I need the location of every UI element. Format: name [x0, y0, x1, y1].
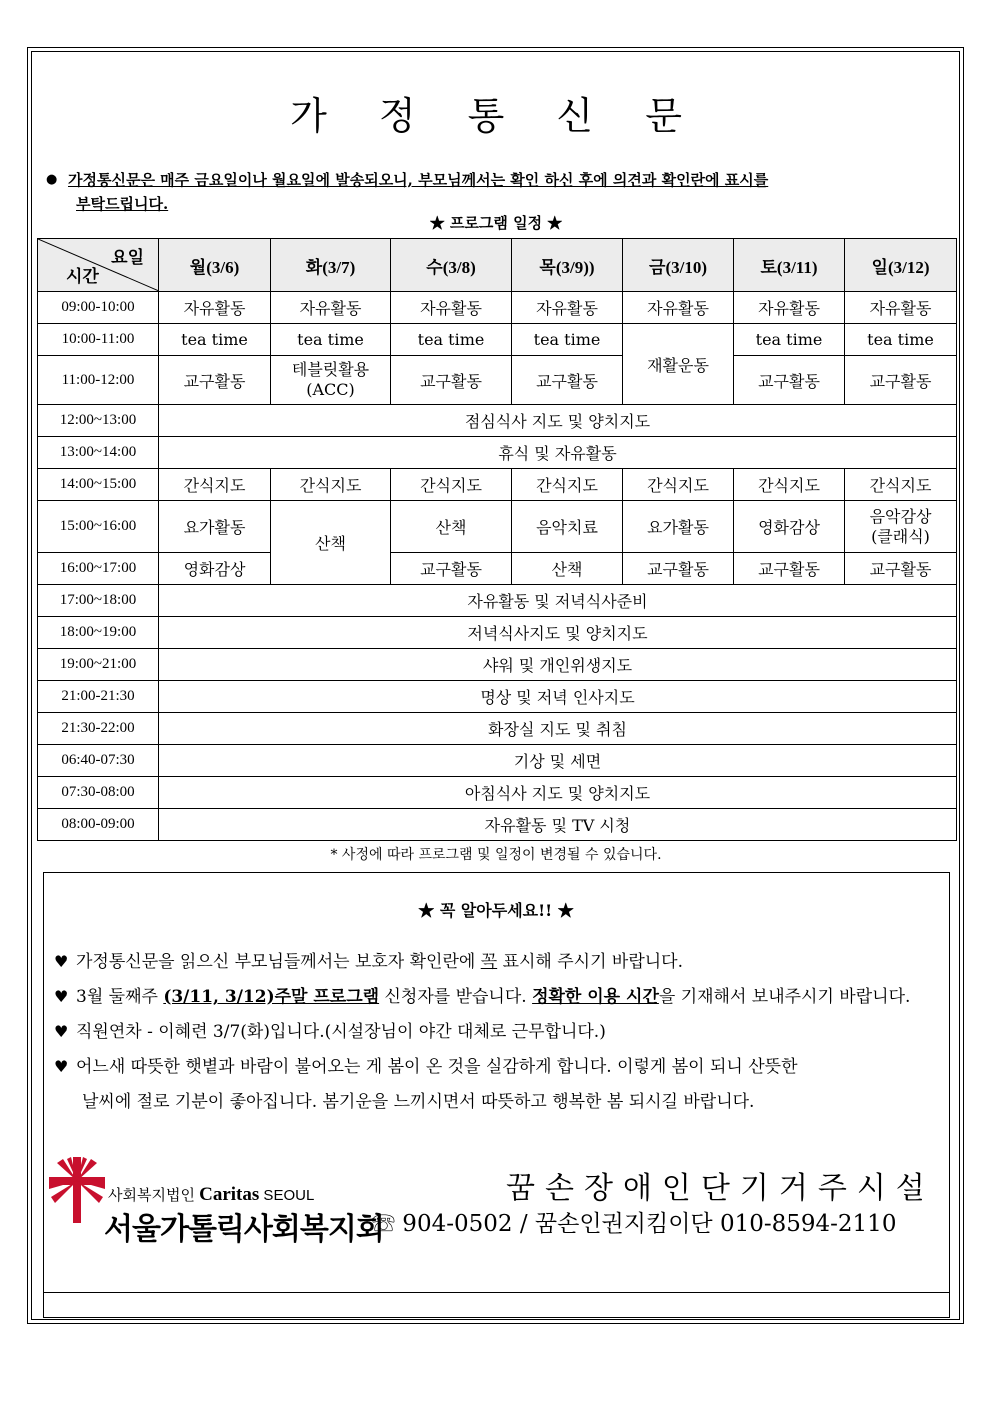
table-row [38, 809, 957, 841]
time-cell: 08:00-09:00 [38, 809, 159, 841]
facility-name: 꿈손장애인단기거주시설 [506, 1171, 935, 1206]
time-cell: 21:30-22:00 [38, 713, 159, 745]
activity-cell: 교구활동 [159, 356, 271, 405]
activity-cell: 점심식사 지도 및 양치지도 [159, 405, 957, 437]
music-line2: (클래식) [871, 526, 930, 546]
bullet-icon: ● [46, 172, 58, 187]
day-header: 화(3/7) [271, 239, 391, 292]
day-header: 목(3/9)) [512, 239, 623, 292]
activity-cell: 저녁식사지도 및 양치지도 [159, 617, 957, 649]
activity-cell: 휴식 및 자유활동 [159, 437, 957, 469]
activity-cell [845, 501, 957, 553]
day-header: 월(3/6) [159, 239, 271, 292]
table-row [38, 777, 957, 809]
emphasis: 정확한 이용 시간 [532, 987, 659, 1007]
heart-icon: ♥ [54, 1057, 69, 1076]
table-row [38, 469, 957, 501]
time-cell: 13:00~14:00 [38, 437, 159, 469]
header-row [38, 239, 957, 292]
message-2: ♥ 3월 둘째주 (3/11, 3/12)주말 프로그램 신청자를 받습니다. 정확한 이용 시간을 기재해서 보내주시기 바랍니다. [54, 987, 911, 1007]
time-cell: 09:00-10:00 [38, 292, 159, 324]
activity-cell: 간식지도 [734, 469, 845, 501]
day-header: 토(3/11) [734, 239, 845, 292]
notice-line1: 가정통신문은 매주 금요일이나 월요일에 발송되오니, 부모님께서는 확인 하신 후에 의견과 확인란에 표시를 [68, 171, 769, 189]
activity-cell: 간식지도 [512, 469, 623, 501]
time-cell: 15:00~16:00 [38, 501, 159, 553]
activity-cell: 산책 [271, 501, 391, 585]
corner-day-label: 요일 [111, 248, 144, 267]
music-line1: 음악감상 [869, 506, 932, 526]
schedule-table [37, 238, 957, 841]
table-row [38, 501, 957, 553]
time-cell: 17:00~18:00 [38, 585, 159, 617]
table-row [38, 649, 957, 681]
day-header: 수(3/8) [391, 239, 512, 292]
message-4: ♥ 어느새 따뜻한 햇볕과 바람이 불어오는 게 봄이 온 것을 실감하게 합니다. 이렇게 봄이 되니 산뜻한 [54, 1057, 798, 1077]
activity-cell: 교구활동 [512, 356, 623, 405]
contact-info: ☏ 904-0502 / 꿈손인권지킴이단 010-8594-2110 [372, 1211, 897, 1237]
activity-cell: 교구활동 [623, 553, 734, 585]
heart-icon: ♥ [54, 952, 69, 971]
table-row [38, 713, 957, 745]
logo-subtitle: 사회복지법인 Caritas SEOUL [108, 1184, 315, 1205]
activity-cell: 요가활동 [159, 501, 271, 553]
day-header: 금(3/10) [623, 239, 734, 292]
activity-cell: 간식지도 [271, 469, 391, 501]
time-cell: 18:00~19:00 [38, 617, 159, 649]
activity-cell: 샤워 및 개인위생지도 [159, 649, 957, 681]
table-row [38, 324, 957, 356]
tablet-line2: (ACC) [306, 380, 355, 399]
message-3: ♥ 직원연차 - 이혜련 3/7(화)입니다.(시설장님이 야간 대체로 근무합니다.) [54, 1022, 606, 1042]
table-row [38, 437, 957, 469]
activity-cell: 간식지도 [845, 469, 957, 501]
activity-cell: 아침식사 지도 및 양치지도 [159, 777, 957, 809]
activity-cell: tea time [734, 324, 845, 356]
time-cell: 21:00-21:30 [38, 681, 159, 713]
activity-cell: 자유활동 [159, 292, 271, 324]
logo-name: 서울가톨릭사회복지회 [104, 1212, 384, 1247]
notice-line2: 부탁드립니다. [76, 195, 169, 213]
activity-cell: 화장실 지도 및 취침 [159, 713, 957, 745]
activity-cell: 간식지도 [391, 469, 512, 501]
logo-brand: Caritas [199, 1184, 260, 1205]
tablet-line1: 테블릿활용 [291, 360, 370, 379]
message-4-cont: 날씨에 절로 기분이 좋아집니다. 봄기운을 느끼시면서 따뜻하고 행복한 봄 되시길 바랍니다. [82, 1092, 755, 1112]
activity-cell: tea time [271, 324, 391, 356]
activity-cell: 영화감상 [159, 553, 271, 585]
table-row [38, 617, 957, 649]
activity-cell: 산책 [512, 553, 623, 585]
activity-cell: 자유활동 및 TV 시청 [159, 809, 957, 841]
time-cell: 07:30-08:00 [38, 777, 159, 809]
activity-cell: 자유활동 [623, 292, 734, 324]
activity-cell: 자유활동 [512, 292, 623, 324]
schedule-footnote: * 사정에 따라 프로그램 및 일정이 변경될 수 있습니다. [330, 847, 662, 863]
table-row [38, 405, 957, 437]
time-cell: 10:00-11:00 [38, 324, 159, 356]
time-cell: 19:00~21:00 [38, 649, 159, 681]
activity-cell: 교구활동 [734, 553, 845, 585]
activity-cell: 자유활동 및 저녁식사준비 [159, 585, 957, 617]
activity-cell: 요가활동 [623, 501, 734, 553]
activity-cell: tea time [845, 324, 957, 356]
notice-box-divider [43, 1292, 950, 1293]
heart-icon: ♥ [54, 987, 69, 1006]
page-title: 가 정 통 신 문 [290, 94, 702, 138]
time-cell: 14:00~15:00 [38, 469, 159, 501]
heart-icon: ♥ [54, 1022, 69, 1041]
activity-cell: 간식지도 [159, 469, 271, 501]
activity-cell: 자유활동 [391, 292, 512, 324]
emphasis: 꼭 [480, 952, 498, 972]
table-row [38, 745, 957, 777]
activity-cell: 기상 및 세면 [159, 745, 957, 777]
emphasis: (3/11, 3/12)주말 프로그램 [163, 987, 380, 1007]
time-cell: 06:40-07:30 [38, 745, 159, 777]
table-row [38, 585, 957, 617]
activity-cell [271, 356, 391, 405]
activity-cell: 교구활동 [391, 356, 512, 405]
activity-cell: 명상 및 저녁 인사지도 [159, 681, 957, 713]
activity-cell: 간식지도 [623, 469, 734, 501]
notice [46, 168, 926, 216]
notice-box-title: ★ 꼭 알아두세요!! ★ [418, 901, 574, 920]
activity-cell: 교구활동 [391, 553, 512, 585]
message-1: ♥ 가정통신문을 읽으신 부모님들께서는 보호자 확인란에 꼭 표시해 주시기 바랍니다. [54, 952, 684, 972]
activity-cell: 음악치료 [512, 501, 623, 553]
activity-cell: 자유활동 [845, 292, 957, 324]
activity-cell: 재활운동 [623, 324, 734, 405]
table-row [38, 681, 957, 713]
activity-cell: tea time [391, 324, 512, 356]
time-cell: 12:00~13:00 [38, 405, 159, 437]
activity-cell: 자유활동 [734, 292, 845, 324]
activity-cell: 교구활동 [734, 356, 845, 405]
activity-cell: 교구활동 [845, 356, 957, 405]
activity-cell: 산책 [391, 501, 512, 553]
time-cell: 11:00-12:00 [38, 356, 159, 405]
activity-cell: tea time [159, 324, 271, 356]
caritas-cross-icon [49, 1157, 105, 1223]
time-cell: 16:00~17:00 [38, 553, 159, 585]
table-row [38, 553, 957, 585]
table-row [38, 292, 957, 324]
activity-cell: 영화감상 [734, 501, 845, 553]
activity-cell: tea time [512, 324, 623, 356]
day-header: 일(3/12) [845, 239, 957, 292]
table-row [38, 356, 957, 405]
schedule-title: ★ 프로그램 일정 ★ [429, 214, 563, 232]
activity-cell: 자유활동 [271, 292, 391, 324]
corner-time-label: 시간 [66, 267, 99, 286]
corner-cell [38, 239, 159, 292]
activity-cell: 교구활동 [845, 553, 957, 585]
